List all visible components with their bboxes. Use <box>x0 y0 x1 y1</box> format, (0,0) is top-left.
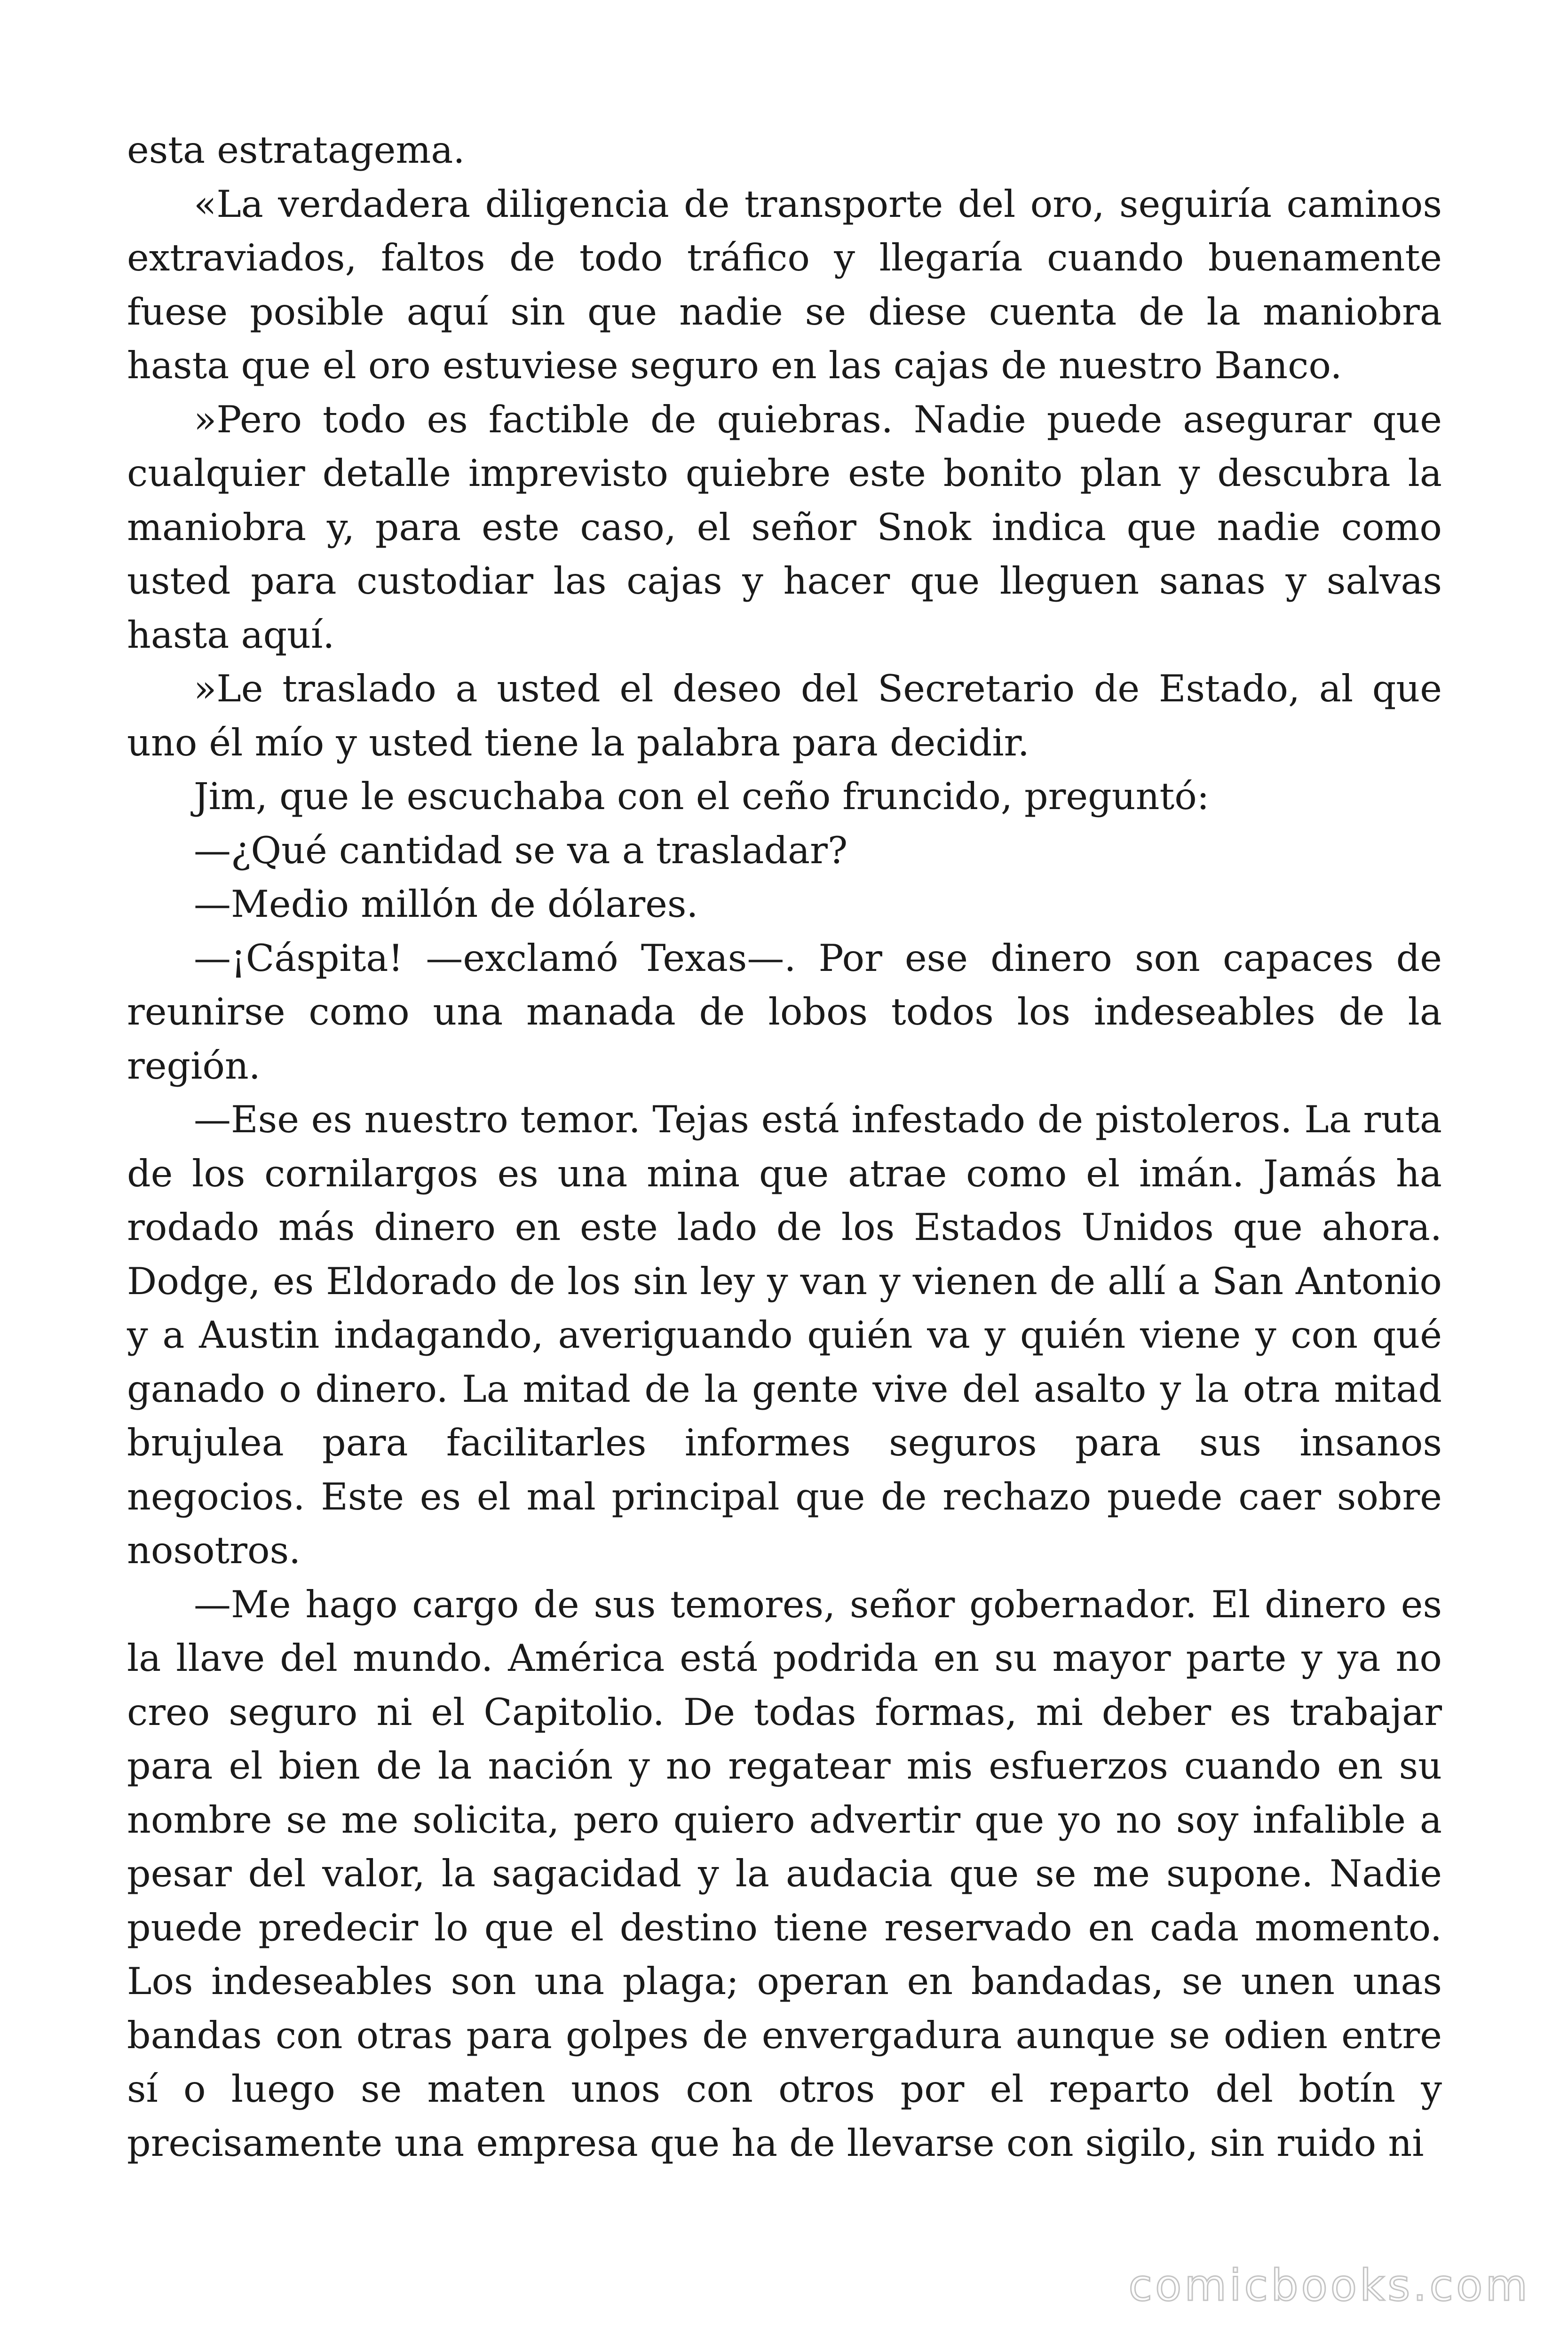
paragraph: esta estratagema. <box>127 128 465 172</box>
paragraph: —¿Qué cantidad se va a trasladar? <box>194 828 848 872</box>
paragraph: —Ese es nuestro temor. Tejas está infestado de pistoleros. La ruta de los cornilargos es una mina que atrae como el imán. Jamás ha rodado más dinero en este lado de los Estados Unidos que ahora. Dodge, es Eldorado de los sin ley y van y vienen de allí a San Antonio y a Austin indagando, averiguando quién va y quién viene y con qué ganado o dinero. La mitad de la gente vive del asalto y la otra mitad brujulea para facilitarles informes seguros para sus insanos negocios. Este es el mal principal que de rechazo puede caer sobre nosotros. <box>127 1098 1442 1572</box>
paragraph: Jim, que le escuchaba con el ceño fruncido, preguntó: <box>194 775 1210 818</box>
paragraph: —¡Cáspita! —exclamó Texas—. Por ese dinero son capaces de reunirse como una manada de lobos todos los indeseables de la región. <box>127 936 1442 1088</box>
paragraph: —Me hago cargo de sus temores, señor gobernador. El dinero es la llave del mundo. América está podrida en su mayor parte y ya no creo seguro ni el Capitolio. De todas formas, mi deber es trabajar para el bien de la nación y no regatear mis esfuerzos cuando en su nombre se me solicita, pero quiero advertir que yo no soy infalible a pesar del valor, la sagacidad y la audacia que se me supone. Nadie puede predecir lo que el destino tiene reservado en cada momento. Los indeseables son una plaga; operan en bandadas, se unen unas bandas con otras para golpes de envergadura aunque se odien entre sí o luego se maten unos con otros por el reparto del botín y precisamente una empresa que ha de llevarse con sigilo, sin ruido ni <box>127 1582 1442 2165</box>
watermark: comicbooks.com <box>1128 2260 1530 2311</box>
paragraph: «La verdadera diligencia de transporte del oro, seguiría caminos extraviados, faltos de todo tráfico y llegaría cuando buenamente fuese posible aquí sin que nadie se diese cuenta de la maniobra hasta que el oro estuviese seguro en las cajas de nuestro Banco. <box>127 182 1442 387</box>
paragraph: —Medio millón de dólares. <box>194 882 698 926</box>
paragraph: »Le traslado a usted el deseo del Secretario de Estado, al que uno él mío y usted tiene la palabra para decidir. <box>127 667 1442 764</box>
paragraph: »Pero todo es factible de quiebras. Nadie puede asegurar que cualquier detalle imprevisto quiebre este bonito plan y descubra la maniobra y, para este caso, el señor Snok indica que nadie como usted para custodiar las cajas y hacer que lleguen sanas y salvas hasta aquí. <box>127 397 1442 657</box>
page-body <box>127 123 1442 2170</box>
